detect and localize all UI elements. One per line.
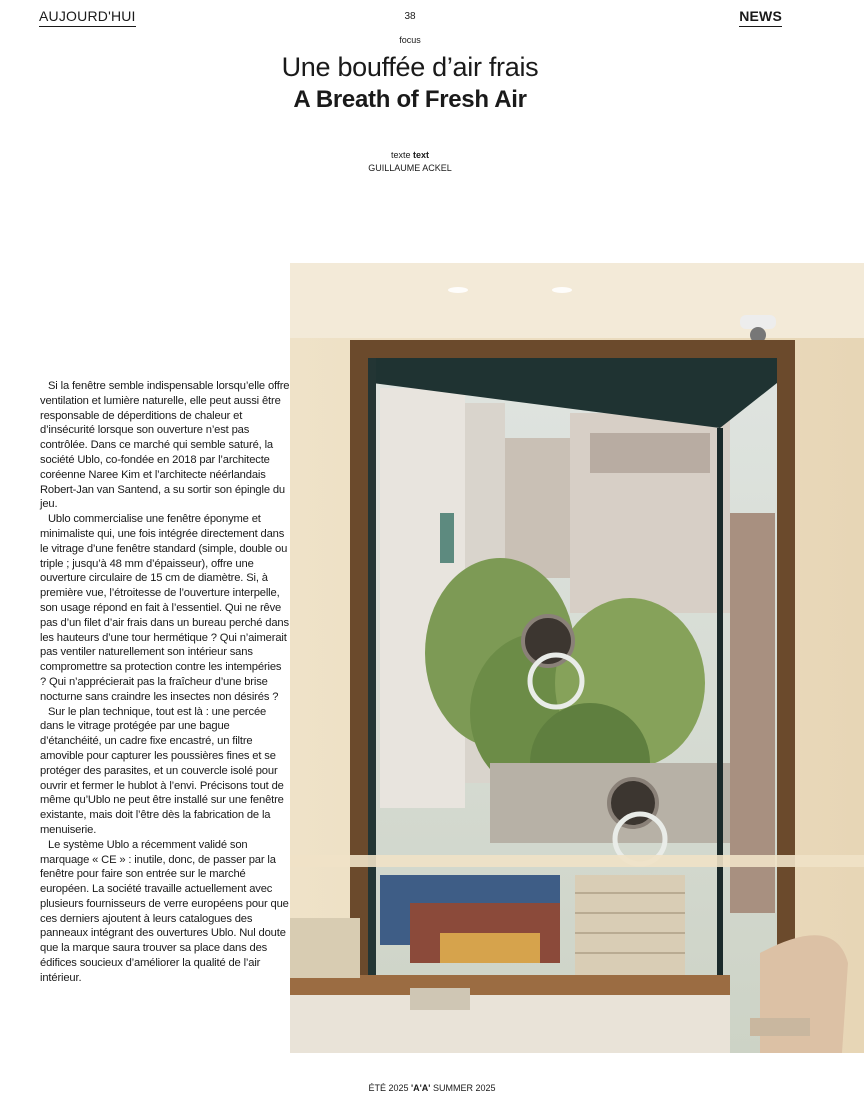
- author-credit: [0, 149, 820, 175]
- footer-logo: 'A'A': [411, 1083, 431, 1093]
- credit-label-fr: texte: [390, 150, 411, 160]
- author-name: GUILLAUME ACKEL: [368, 163, 452, 173]
- paragraph: Le système Ublo a récemment validé son marquage « CE » : inutile, donc, de passer par la fenêtre pour faire son entrée sur le marché européen. La société travaille actuellement avec plusieurs fournisseurs de verre européens pour que ces derniers ajoutent à leurs catalogues des panneaux intégrant des ouvertures Ublo. Nul doute que la marque saura trouver sa place dans des édifices soucieux d’améliorer la qualité de l’air intérieur.: [40, 838, 289, 984]
- title-french: Une bouffée d’air frais: [281, 52, 539, 82]
- article-body: [40, 379, 290, 986]
- page-number: 38: [404, 11, 416, 22]
- article-photo: [290, 263, 864, 1053]
- paragraph: Si la fenêtre semble indispensable lorsqu’elle offre ventilation et lumière naturelle, elle peut aussi être responsable de déperditions de chaleur et d’insécurité lorsque son ouverture n’est pas contrôlée. Dans ce marché qui semble saturé, la société Ublo, co-fondée en 2018 par l’architecte coréenne Naree Kim et l’architecte néérlandais Robert-Jan van Santend, a su sortir son épingle du jeu.: [40, 380, 290, 511]
- section-header-right: NEWS: [739, 8, 782, 27]
- credit-label-en: text: [413, 150, 430, 160]
- page-footer: [0, 1083, 864, 1093]
- section-header-left: AUJOURD'HUI: [39, 8, 136, 27]
- footer-season-fr: ÉTÉ 2025: [368, 1083, 409, 1093]
- paragraph: Ublo commercialise une fenêtre éponyme et minimaliste qui, une fois intégrée directement dans le vitrage d’une fenêtre standard (simple, double ou triple ; jusqu’à 48 mm d’épaisseur), offre une ouverture circulaire de 15 cm de diamètre. Si, à première vue, l’étroitesse de l’ouverture interpelle, son usage répond en fait à l’essentiel. Qui ne rêve pas d’un filet d’air frais dans un bureau perché dans les hauteurs d’une tour hermétique ? Qui n’aimerait pas ventiler naturellement son intérieur sans compromettre sa protection contre les intempéries ? Qui n’apprécierait pas la fraîcheur d’une brise nocturne sans craindre les insectes non désirés ?: [40, 513, 289, 703]
- paragraph: Sur le plan technique, tout est là : une percée dans le vitrage protégée par une bague d’étanchéité, un cadre fixe encastré, un filtre amovible pour capturer les poussières fines et se protéger des parasites, et un couvercle isolé pour ouvrir et fermer le hublot à l’envi. Précisons tout de même qu’Ublo ne peut être installé sur une fenêtre existante, mais doit l’être dès la fabrication de la menuiserie.: [40, 705, 284, 836]
- footer-season-en: SUMMER 2025: [432, 1083, 496, 1093]
- title-english: A Breath of Fresh Air: [293, 86, 527, 113]
- section-label: focus: [399, 35, 421, 45]
